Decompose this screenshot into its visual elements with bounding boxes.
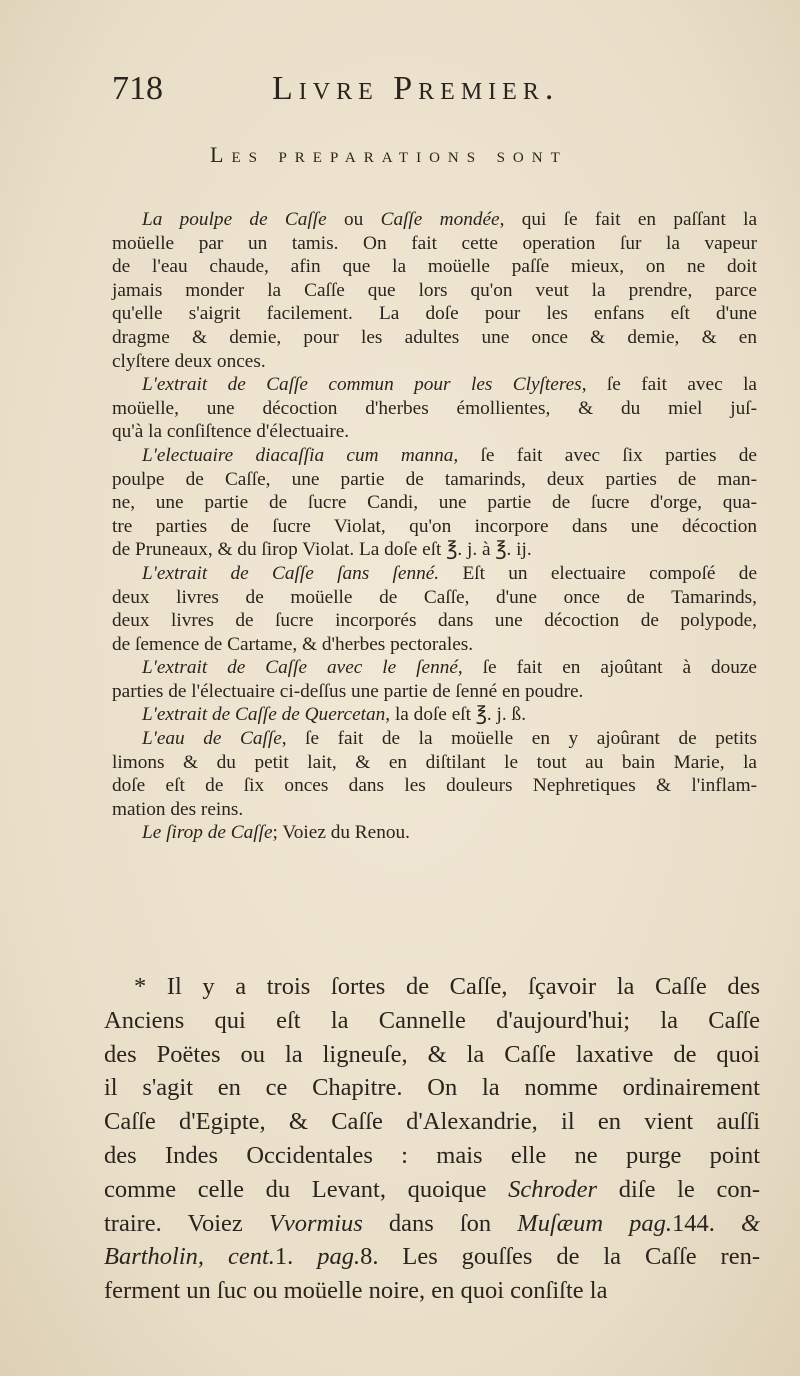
text-run: Caſſe d'Egipte, & Caſſe d'Alexandrie, il en vient auſſi <box>104 1108 760 1136</box>
italic-term: L'eau de Caſſe <box>142 728 282 750</box>
text-line <box>104 1071 760 1105</box>
text-run: , ſe fait de la moüelle en y ajoûrant de petits <box>281 728 757 750</box>
text-run: , la doſe eſt ℥. j. ß. <box>385 704 527 726</box>
text-run: des Indes Occidentales : mais elle ne purge point <box>104 1141 760 1169</box>
text-line <box>104 1105 760 1139</box>
text-line <box>112 751 757 775</box>
page-header <box>112 70 760 110</box>
text-line <box>112 515 757 539</box>
text-line <box>112 798 757 822</box>
text-run: dragme & demie, pour les adultes une once & demie, & en <box>112 326 757 348</box>
text-line <box>104 1004 760 1038</box>
text-line <box>112 302 757 326</box>
text-line <box>112 633 757 657</box>
text-run: ne, une partie de ſucre Candi, une partie de ſucre d'orge, qua- <box>112 492 757 514</box>
text-line <box>112 821 757 845</box>
text-line <box>112 538 757 562</box>
text-line <box>112 680 757 704</box>
text-run: des Poëtes ou la ligneuſe, & la Caſſe laxative de quoi <box>104 1040 760 1068</box>
italic-term: pag. <box>317 1243 361 1271</box>
text-run: de ſemence de Cartame, & d'herbes pectorales. <box>112 633 474 655</box>
text-run: clyſtere deux onces. <box>112 350 266 372</box>
text-line <box>112 208 757 232</box>
italic-term: Le ſirop de Caſſe <box>142 822 273 844</box>
text-line <box>104 1274 760 1308</box>
text-run: tre parties de ſucre Violat, qu'on incorpore dans une décoction <box>112 515 757 537</box>
text-run: qu'à la conſiſtence d'électuaire. <box>112 421 350 443</box>
italic-term: Schroder <box>508 1175 598 1203</box>
text-run: jamais monder la Caſſe que lors qu'on veut la prendre, parce <box>112 279 757 301</box>
text-run: de Pruneaux, & du ſirop Violat. La doſe eſt ℥. j. à ℥. ij. <box>112 539 532 561</box>
italic-term: L'extrait de Caſſe commun pour les Clyſteres <box>142 374 582 396</box>
italic-term: Caſſe mondée <box>380 209 500 230</box>
text-run: diſe le con- <box>597 1175 760 1203</box>
text-run: deux livres de ſucre incorporés dans une décoction de polypode, <box>112 610 757 632</box>
text-line <box>112 609 757 633</box>
italic-term: Bartholin, cent. <box>104 1243 275 1271</box>
section-title: Les preparations sont <box>210 142 568 167</box>
text-line <box>112 232 757 256</box>
text-line <box>112 444 757 468</box>
text-line <box>112 562 757 586</box>
running-title: Livre Premier. <box>272 70 560 107</box>
text-run: , ſe fait avec la <box>581 374 757 396</box>
text-run: doſe eſt de ſix onces dans les douleurs Nephretiques & l'inflam- <box>112 775 757 797</box>
text-run: 144. <box>672 1209 741 1237</box>
text-line <box>104 1173 760 1207</box>
text-run: mation des reins. <box>112 798 244 820</box>
italic-term: L'extrait de Caſſe avec le ſenné <box>142 657 458 679</box>
text-line <box>112 279 757 303</box>
text-run: parties de l'électuaire ci-deſſus une partie de ſenné en poudre. <box>112 680 584 702</box>
text-line <box>104 1139 760 1173</box>
text-line <box>104 1207 760 1241</box>
italic-term: L'extrait de Caſſe de Quercetan <box>142 704 386 726</box>
text-line <box>104 1038 760 1072</box>
text-line <box>112 255 757 279</box>
text-line <box>112 397 757 421</box>
text-run: limons & du petit lait, & en diſtilant le tout au bain Marie, la <box>112 751 757 773</box>
text-line <box>112 727 757 751</box>
text-run: comme celle du Levant, quoique <box>104 1175 509 1203</box>
text-line <box>112 656 757 680</box>
text-run: ferment un ſuc ou moüelle noire, en quoi conſiſte la <box>104 1277 608 1305</box>
text-line <box>112 350 757 374</box>
text-run: poulpe de Caſſe, une partie de tamarinds, deux parties de man- <box>112 468 757 490</box>
text-line <box>112 468 757 492</box>
text-run: , ſe fait avec ſix parties de <box>453 444 757 466</box>
text-run: qu'elle s'aigrit facilement. La doſe pour les enfans eſt d'une <box>112 303 757 325</box>
text-run: 1. <box>274 1243 318 1271</box>
italic-term: La poulpe de Caſſe <box>142 209 327 230</box>
text-run: il s'agit en ce Chapitre. On la nomme ordinairement <box>104 1074 760 1102</box>
text-line <box>112 703 757 727</box>
text-line <box>104 970 760 1004</box>
text-run: moüelle par un tamis. On fait cette operation ſur la vapeur <box>112 232 757 254</box>
commentary-text <box>104 970 760 1308</box>
text-run: , ſe fait en ajoûtant à douze <box>457 657 757 679</box>
text-run: Anciens qui eſt la Cannelle d'aujourd'hui; la Caſſe <box>104 1006 760 1034</box>
text-line <box>112 586 757 610</box>
text-run: moüelle, une décoction d'herbes émollientes, & du miel juſ- <box>112 397 757 419</box>
recipe-text <box>112 208 757 845</box>
text-line <box>112 373 757 397</box>
text-line <box>112 774 757 798</box>
text-run: 8. Les gouſſes de la Caſſe ren- <box>360 1243 760 1271</box>
italic-term: & <box>740 1209 761 1237</box>
italic-term: L'electuaire diacaſſia cum manna <box>142 444 454 466</box>
text-run: Eſt un electuaire compoſé de <box>439 562 758 584</box>
text-line <box>112 491 757 515</box>
text-run: traire. Voiez <box>104 1209 269 1237</box>
italic-term: L'extrait de Caſſe ſans ſenné. <box>142 562 440 584</box>
text-run: , qui ſe fait en paſſant la <box>499 209 758 230</box>
text-run: dans ſon <box>362 1209 518 1237</box>
text-run: ou <box>326 209 381 230</box>
page-number: 718 <box>112 70 163 107</box>
text-run: deux livres de moüelle de Caſſe, d'une once de Tamarinds, <box>112 586 757 608</box>
text-line <box>104 1240 760 1274</box>
text-line <box>112 326 757 350</box>
text-run: * Il y a trois ſortes de Caſſe, ſçavoir la Caſſe des <box>134 973 760 1000</box>
text-line <box>112 420 757 444</box>
text-run: ; Voiez du Renou. <box>272 822 410 844</box>
text-run: de l'eau chaude, afin que la moüelle paſſe mieux, on ne doit <box>112 256 757 278</box>
italic-term: Vvormius <box>268 1209 363 1237</box>
italic-term: Muſæum pag. <box>517 1209 672 1237</box>
